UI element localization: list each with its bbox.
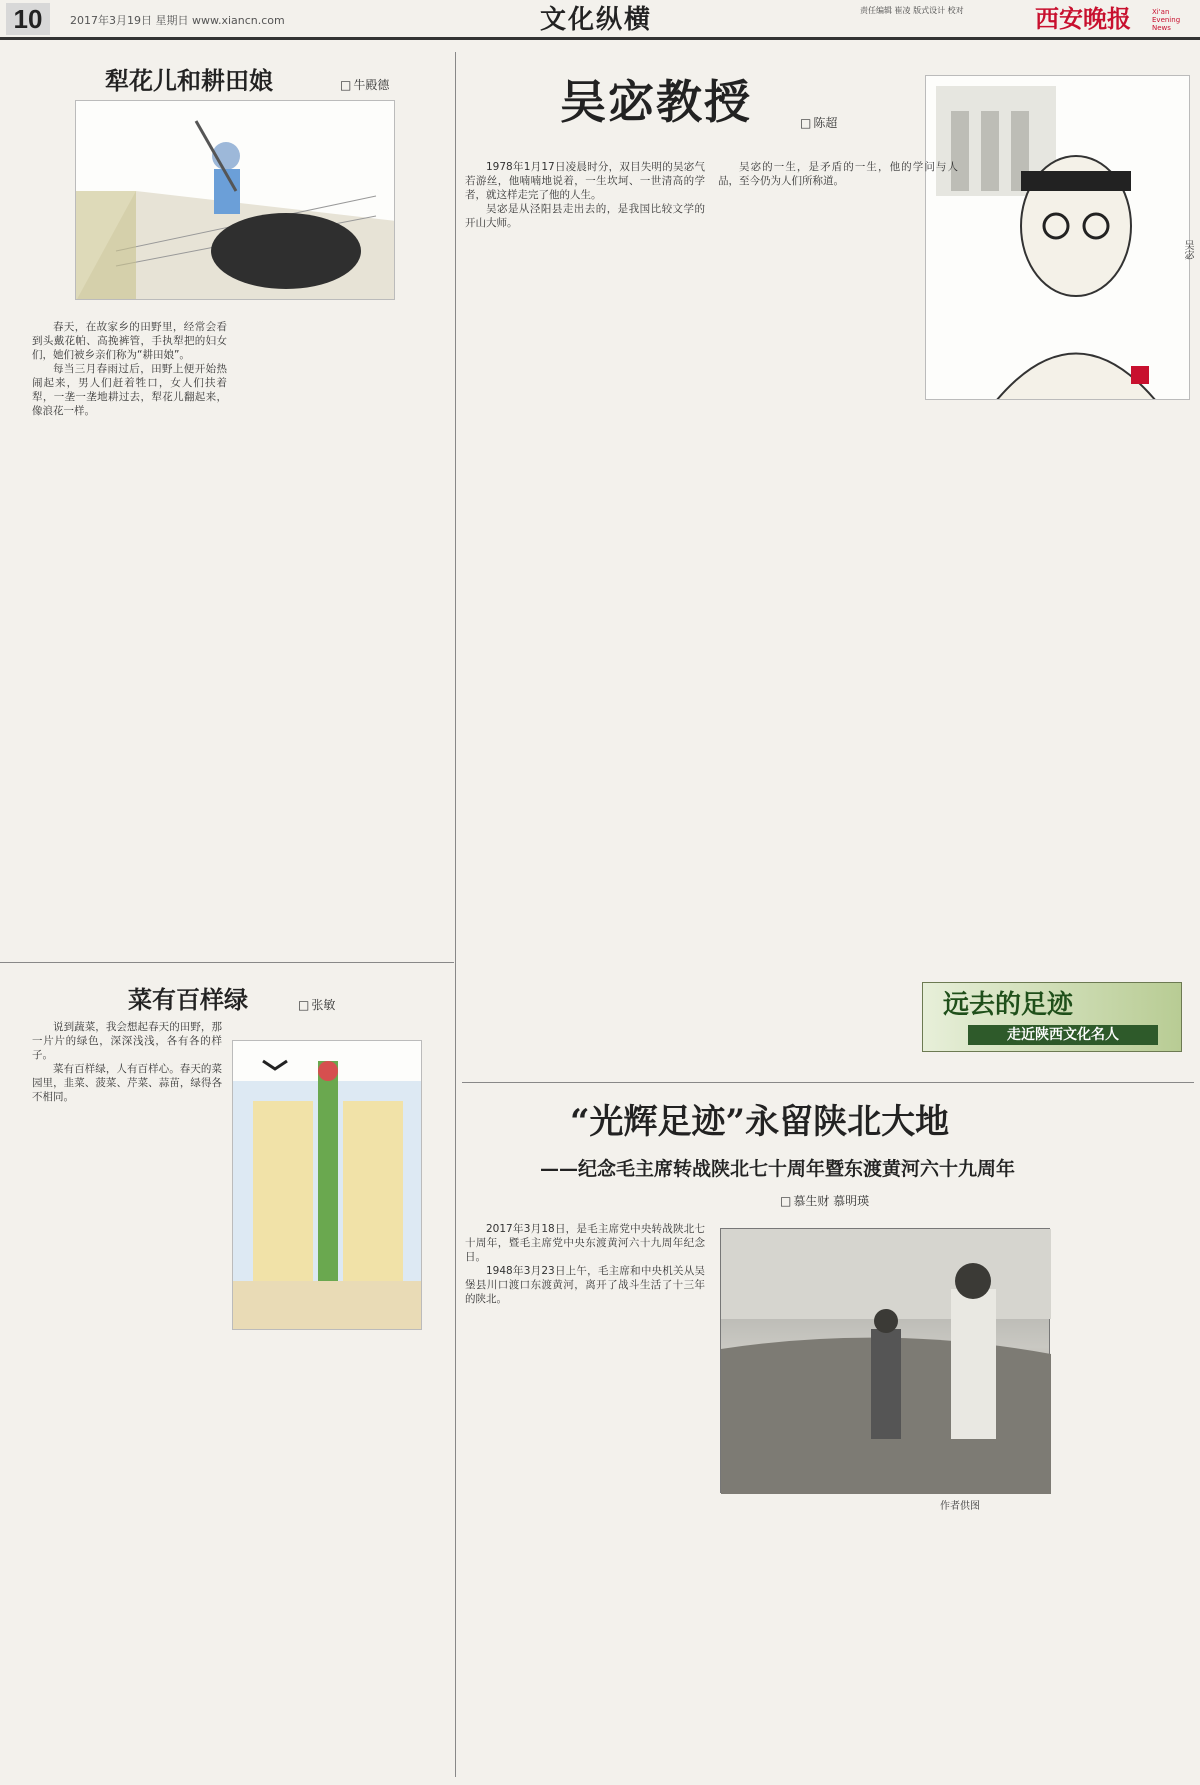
article2-byline: □ 张敏 xyxy=(298,996,335,1013)
article2-title: 菜有百样绿 xyxy=(128,985,248,1014)
wu-mi-portrait xyxy=(925,75,1190,400)
article4-body-col3 xyxy=(1060,1222,1190,1777)
article4-subtitle: ——纪念毛主席转战陕北七十周年暨东渡黄河六十九周年 xyxy=(540,1158,1016,1180)
article2-body-col1 xyxy=(32,1020,222,1770)
section-divider-left xyxy=(0,962,454,963)
newspaper-logo-en: Xi'an Evening News xyxy=(1152,8,1181,32)
issue-date: 2017年3月19日 星期日 www.xiancn.com xyxy=(70,14,285,27)
header-info: 责任编辑 崔凌 版式设计 校对 xyxy=(860,6,964,15)
article4-paragraph: 1948年3月23日上午，毛主席和中央机关从吴堡县川口渡口东渡黄河，离开了战斗生活了十三年的陕北。 xyxy=(465,1265,705,1305)
article2-body-col2 xyxy=(232,1345,437,1770)
article3-body-col3 xyxy=(968,410,1190,975)
newspaper-logo: 西安晚报 xyxy=(1035,4,1131,33)
column-divider xyxy=(455,52,456,1777)
vegetable-illustration xyxy=(232,1040,422,1330)
article1-paragraph: 每当三月春雨过后，田野上便开始热闹起来，男人们赶着牲口，女人们扶着犁，一垄一垄地耕过去，犁花儿翻起来，像浪花一样。 xyxy=(32,363,227,417)
article3-paragraph: 1978年1月17日凌晨时分，双目失明的吴宓气若游丝，他喃喃地说着，一生坎坷、一世清高的学者，就这样走完了他的人生。 xyxy=(465,161,705,201)
article4-byline: □ 慕生财 慕明瑛 xyxy=(780,1192,869,1209)
article3-paragraph: 吴宓的一生，是矛盾的一生，他的学问与人品，至今仍为人们所称道。 xyxy=(718,161,958,187)
article4-paragraph: 2017年3月18日，是毛主席党中央转战陕北七十周年，暨毛主席党中央东渡黄河六十九周年纪念日。 xyxy=(465,1223,705,1263)
banner-title: 远去的足迹 xyxy=(943,990,1074,1020)
article1-body-col2 xyxy=(238,320,433,955)
article1-byline: □ 牛殿德 xyxy=(340,76,389,93)
plowing-illustration xyxy=(75,100,395,300)
article1-paragraph: 春天，在故家乡的田野里，经常会看到头戴花帕、高挽裤管，手执犁把的妇女们，她们被乡亲们称为“耕田娘”。 xyxy=(32,321,227,361)
photo-caption: 作者供图 xyxy=(940,1501,980,1512)
article1-title: 犁花儿和耕田娘 xyxy=(105,66,273,95)
article4-title: “光辉足迹”永留陕北大地 xyxy=(570,1102,950,1142)
article3-body-col1 xyxy=(465,160,705,1060)
portrait-caption: 吴宓 xyxy=(1182,240,1193,260)
historical-photo xyxy=(720,1228,1050,1493)
page-number: 10 xyxy=(6,3,50,35)
column-banner xyxy=(922,982,1182,1052)
article2-paragraph: 说到蔬菜，我会想起春天的田野，那一片片的绿色，深深浅浅，各有各的样子。 xyxy=(32,1021,222,1061)
section-divider-right xyxy=(462,1082,1194,1083)
banner-subtitle: 走近陕西文化名人 xyxy=(968,1025,1158,1045)
article3-byline: □ 陈超 xyxy=(800,114,837,131)
article1-body-col1 xyxy=(32,320,227,955)
article3-body-col2 xyxy=(718,160,958,1060)
article4-body-col2 xyxy=(720,1515,960,1777)
article3-paragraph: 吴宓是从泾阳县走出去的，是我国比较文学的开山大师。 xyxy=(465,203,705,229)
section-title: 文化纵横 xyxy=(540,5,653,35)
article2-paragraph: 菜有百样绿，人有百样心。春天的菜园里，韭菜、菠菜、芹菜、蒜苗，绿得各不相同。 xyxy=(32,1063,222,1103)
article3-title: 吴宓教授 xyxy=(560,75,752,129)
article4-body-col1 xyxy=(465,1222,705,1777)
